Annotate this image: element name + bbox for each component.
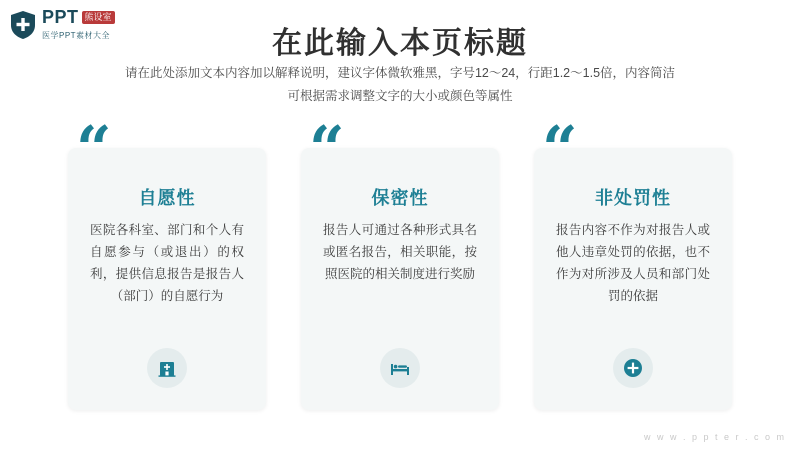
card-group xyxy=(68,112,732,410)
card-title: 保密性 xyxy=(371,188,429,208)
footer-watermark: w w w . p p t e r . c o m xyxy=(643,432,786,442)
medical-cross-circle-icon xyxy=(613,348,653,388)
logo-badge: 熊设室 xyxy=(82,11,115,24)
card-item[interactable] xyxy=(301,112,499,410)
card-body: 医院各科室、部门和个人有自愿参与（或退出）的权利，提供信息报告是报告人（部门）的自愿行为 xyxy=(90,223,244,303)
quote-mark-icon: “ xyxy=(542,112,576,185)
card-item[interactable] xyxy=(534,112,732,410)
card-body: 报告内容不作为对报告人或他人违章处罚的依据，也不作为对所涉及人员和部门处罚的依据 xyxy=(556,223,710,303)
card-item[interactable] xyxy=(68,112,266,410)
card-title: 自愿性 xyxy=(138,188,196,208)
hospital-building-icon xyxy=(147,348,187,388)
quote-mark-icon: “ xyxy=(309,112,343,185)
logo-main-text: PPT xyxy=(42,7,79,27)
hospital-bed-icon xyxy=(380,348,420,388)
subtitle-line-1: 请在此处添加文本内容加以解释说明，建议字体微软雅黑，字号12～24，行距1.2～1.5倍，内容简洁 xyxy=(124,66,676,80)
quote-mark-icon: “ xyxy=(76,112,110,185)
logo-subtitle: 医学PPT素材大全 xyxy=(42,31,111,40)
card-body: 报告人可通过各种形式具名或匿名报告，相关职能，按照医院的相关制度进行奖励 xyxy=(323,223,477,281)
page-title: 在此输入本页标题 xyxy=(272,27,528,60)
card-title: 非处罚性 xyxy=(595,188,671,208)
page-subtitle xyxy=(0,62,800,108)
subtitle-line-2: 可根据需求调整文字的大小或颜色等属性 xyxy=(287,89,513,104)
